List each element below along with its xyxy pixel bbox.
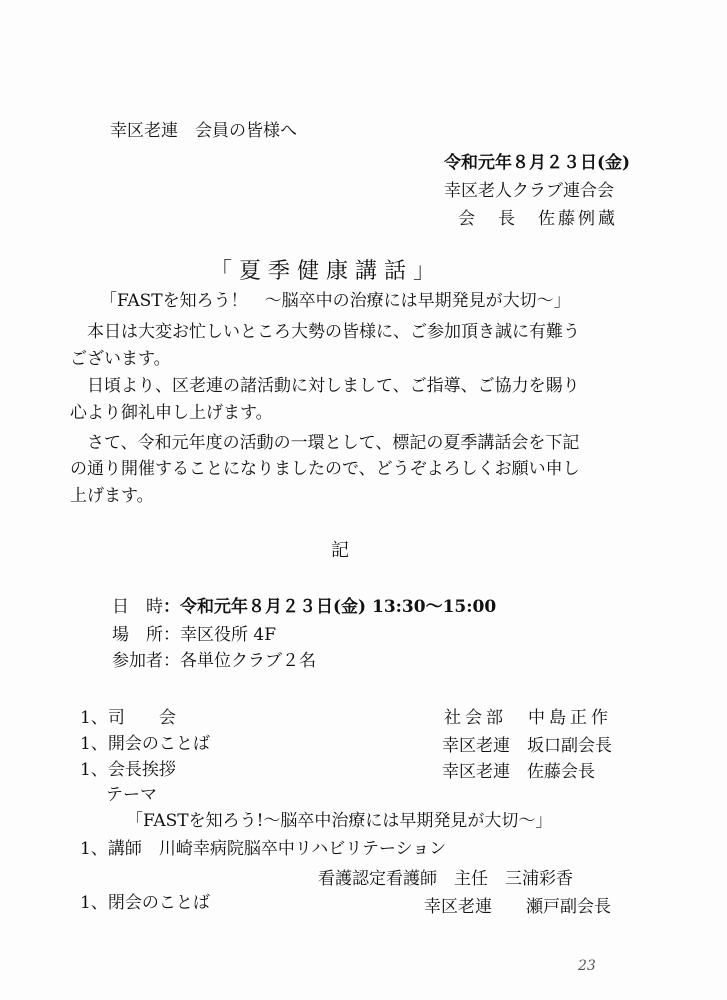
letter-date: 令和元年８月２３日(金) [444,153,631,173]
page-mark: 23 [578,958,596,974]
detail-label: 場 所 [112,625,163,645]
sender-name: 会 長 佐藤例蔵 [458,209,618,229]
detail-value: ：幸区役所 4F [163,625,277,645]
program-opening-person: 幸区老連 坂口副会長 [442,736,612,756]
program-theme-text: 「FASTを知ろう!～脳卒中治療には早期発見が大切～」 [126,811,553,831]
detail-place [112,620,276,645]
body-line: 心より御礼申し上げます。 [70,403,273,423]
body-line: 本日は大変お忙しいところ大勢の皆様に、ご参加頂き誠に有難う [70,322,580,342]
program-lecturer-person: 看護認定看護師 主任 三浦彩香 [318,869,573,889]
program-greeting-item: 1、会長挨拶 [80,760,176,780]
addressee: 幸区老連 会員の皆様へ [110,121,297,141]
body-line: さて、令和元年度の活動の一環として、標記の夏季講話会を下記 [70,433,580,453]
program-closing-person: 幸区老連 瀬戸副会長 [424,897,611,917]
body-line: 上げます。 [70,486,154,506]
detail-participants [112,646,316,671]
detail-value: ：令和元年８月２３日(金) 13:30～15:00 [163,597,497,617]
program-greeting-person: 幸区老連 佐藤会長 [442,762,595,782]
ki-heading: 記 [331,540,349,561]
sender-organization: 幸区老人クラブ連合会 [444,181,614,201]
body-line: ございます。 [70,349,171,369]
program-mc-item: 1、司 会 [80,708,176,728]
detail-label: 参加者 [112,651,163,671]
detail-value: ：各単位クラブ２名 [163,651,316,671]
program-mc-person: 社会部 中島正作 [444,708,612,728]
document-subtitle: 「FASTを知ろう！ ～脳卒中の治療には早期発見が大切～」 [100,291,571,311]
program-lecturer-item: 1、講師 川崎幸病院脳卒中リハビリテーション [80,839,447,859]
program-theme-label: テーマ [106,785,157,805]
program-opening-item: 1、開会のことば [80,734,210,754]
body-line: 日頃より、区老連の諸活動に対しまして、ご指導、ご協力を賜り [70,376,580,396]
detail-label: 日 時 [112,597,163,617]
detail-datetime [112,592,496,617]
document-title: 「夏季健康講話」 [210,259,443,284]
body-line: の通り開催することになりましたので、どうぞよろしくお願い申し [70,459,580,479]
program-closing-item: 1、閉会のことば [80,893,210,913]
